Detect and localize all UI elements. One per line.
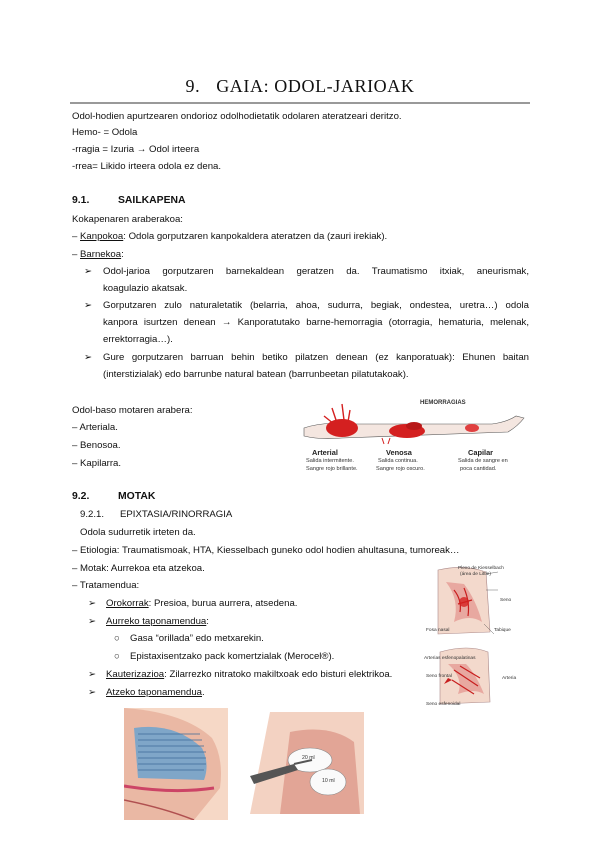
chapter-title: GAIA: ODOL-JARIOAK bbox=[216, 76, 415, 96]
vessel-venous: – Benosoa. bbox=[72, 440, 121, 451]
kauterizazioa-line bbox=[88, 669, 392, 680]
col-arterial-l1: Salida intermitente. bbox=[306, 458, 354, 464]
nasal-anatomy-figure bbox=[424, 560, 530, 710]
bullet-arrow-icon: ➢ bbox=[88, 669, 97, 680]
barnekoa-b3-l2: (interstizialak) edo barrunbe natural batean (barrunbeetan pilatutakoak). bbox=[103, 369, 409, 380]
section-heading-9-1 bbox=[72, 195, 186, 206]
vessel-arterial: – Arteriala. bbox=[72, 422, 118, 433]
chapter-number: 9. bbox=[185, 76, 201, 96]
intro-hemo: Hemo- = Odola bbox=[72, 127, 138, 138]
anterior-packing-illustration bbox=[124, 708, 228, 820]
intro-definition: Odol-hodien apurtzearen ondorioz odolhodietatik odolaren ateratzeari deritzo. bbox=[72, 111, 402, 122]
bullet-arrow-icon: ➢ bbox=[88, 616, 97, 627]
atzeko-line: ➢ Atzeko taponamendua. bbox=[88, 687, 205, 698]
kauterizazioa-label: Kauterizazioa bbox=[106, 669, 165, 680]
col-venous-l1: Salida continua. bbox=[378, 458, 418, 464]
title-divider bbox=[70, 102, 530, 104]
col-capillary-name: Capilar bbox=[468, 448, 494, 457]
orokorrak-label: Orokorrak bbox=[106, 598, 149, 609]
kanpokoa-text: : Odola gorputzaren kanpokaldera ateratzen da (zauri irekiak). bbox=[123, 231, 388, 242]
posterior-packing-illustration bbox=[250, 712, 364, 814]
col-venous-l2: Sangre rojo oscuro. bbox=[376, 466, 425, 472]
bullet-arrow-icon: ➢ bbox=[88, 598, 97, 609]
bullet-circle-icon: ○ bbox=[114, 651, 120, 662]
barnekoa-b1-l2: koagulazio akatsak. bbox=[103, 283, 188, 294]
atzeko-label: Atzeko taponamendua bbox=[106, 687, 203, 698]
figure-heading: HEMORRAGIAS bbox=[420, 400, 466, 406]
aurreko-c2: ○ Epistaxisentzako pack komertzialak (Merocel®). bbox=[114, 651, 335, 662]
location-lead: Kokapenaren araberakoa: bbox=[72, 214, 183, 225]
vessel-capillary: – Kapilarra. bbox=[72, 458, 122, 469]
page-title bbox=[0, 76, 600, 97]
barnekoa-b1-l1: Odol-jarioa gorputzaren barnekaldean geratzen da. Traumatismo itxiak, aneurismak, bbox=[103, 266, 529, 277]
label-tabique: Tabique bbox=[494, 628, 511, 633]
kauterizazioa-text: : Zilarrezko nitratoko makiltxoak edo bisturi elektrikoa. bbox=[164, 669, 393, 680]
col-venous-name: Venosa bbox=[386, 448, 412, 457]
section-heading-9-2 bbox=[72, 491, 155, 502]
label-arteria: Arteria bbox=[502, 676, 517, 681]
barnekoa-b3-l1: Gure gorputzaren barruan behin betiko pilatzen denean (ez kanporatuak): Ehunen baitan bbox=[103, 352, 529, 363]
section-number: 9.1. bbox=[72, 195, 90, 206]
intro-rragia: -rragia = Izuria → Odol irteera bbox=[72, 144, 200, 155]
col-arterial-l2: Sangre rojo brillante. bbox=[306, 466, 358, 472]
bullet-arrow-icon: ➢ bbox=[88, 687, 97, 698]
epistaxis-lead: Odola sudurretik irteten da. bbox=[80, 527, 196, 538]
barnekoa-label: Barnekoa bbox=[80, 249, 122, 260]
col-capillary-l1: Salida de sangre en bbox=[458, 458, 508, 464]
subsection-heading-9-2-1 bbox=[80, 509, 232, 520]
bullet-circle-icon: ○ bbox=[114, 633, 120, 644]
aurreko-line: ➢ Aurreko taponamendua: bbox=[88, 616, 209, 627]
vessel-lead: Odol-baso motaren arabera: bbox=[72, 405, 193, 416]
anterior-packing-figure bbox=[124, 708, 228, 820]
barnekoa-b2-l1: Gorputzaren zulo naturaletatik (belarria, ahoa, sudurra, begiak, ondestea, uretra…) odola bbox=[103, 300, 529, 311]
hemorrhage-types-figure bbox=[302, 398, 528, 476]
section-number: 9.2. bbox=[72, 491, 90, 502]
kanpokoa-label: Kanpokoa bbox=[80, 231, 124, 242]
bullet-arrow-icon: ➢ bbox=[84, 352, 93, 363]
balloon-10ml: 10 ml bbox=[322, 778, 335, 784]
balloon-20ml: 20 ml bbox=[302, 755, 315, 761]
arm-bleeding-illustration bbox=[302, 398, 528, 448]
intro-rrea: -rrea= Likido irteera odola ez dena. bbox=[72, 161, 222, 172]
label-fosa-nasal: Fosa nasal bbox=[426, 628, 450, 633]
col-arterial-name: Arterial bbox=[312, 448, 338, 457]
label-seno: Seno bbox=[500, 598, 512, 603]
barnekoa-b2-l2: kanpora isurtzen denean → Kanporatutako barne-hemorragia (otorragia, hematuria, melenak, bbox=[103, 317, 529, 328]
subsection-title: EPIXTASIA/RINORRAGIA bbox=[120, 509, 233, 520]
nasal-section-illustration bbox=[424, 560, 530, 710]
aurreko-label: Aurreko taponamendua bbox=[106, 616, 207, 627]
orokorrak-text: : Presioa, burua aurrera, atsedena. bbox=[148, 598, 298, 609]
motak-line: – Motak: Aurrekoa eta atzekoa. bbox=[72, 563, 205, 574]
section-title: MOTAK bbox=[118, 491, 156, 502]
kanpokoa-line: – Kanpokoa: Odola gorputzaren kanpokaldera ateratzen da (zauri irekiak). bbox=[72, 231, 388, 242]
barnekoa-line: – Barnekoa: bbox=[72, 249, 124, 260]
subsection-number: 9.2.1. bbox=[80, 509, 105, 520]
label-seno-esfenoidal: Seno esfenoidal bbox=[426, 702, 461, 707]
label-kiesselbach: Plexo de Kiesselbach bbox=[458, 566, 504, 571]
label-seno-frontal: Seno frontal bbox=[426, 674, 452, 679]
posterior-packing-figure bbox=[250, 712, 364, 814]
label-little: (área de Little) bbox=[460, 572, 491, 577]
bullet-arrow-icon: ➢ bbox=[84, 266, 93, 277]
aurreko-c1: ○ Gasa “orillada” edo metxarekin. bbox=[114, 633, 264, 644]
orokorrak-line bbox=[88, 598, 297, 609]
section-title: SAILKAPENA bbox=[118, 195, 186, 206]
barnekoa-b2-l3: errektorragia…). bbox=[103, 334, 173, 345]
etiologia-line: – Etiologia: Traumatismoak, HTA, Kiesselbach guneko odol hodien ahultasuna, tumoreak… bbox=[72, 545, 460, 556]
col-capillary-l2: poca cantidad. bbox=[460, 466, 497, 472]
tratamendua-line: – Tratamendua: bbox=[72, 580, 140, 591]
bullet-arrow-icon: ➢ bbox=[84, 300, 93, 311]
label-esfenopalatinas: Arterias esfenopalatinas bbox=[424, 656, 476, 661]
